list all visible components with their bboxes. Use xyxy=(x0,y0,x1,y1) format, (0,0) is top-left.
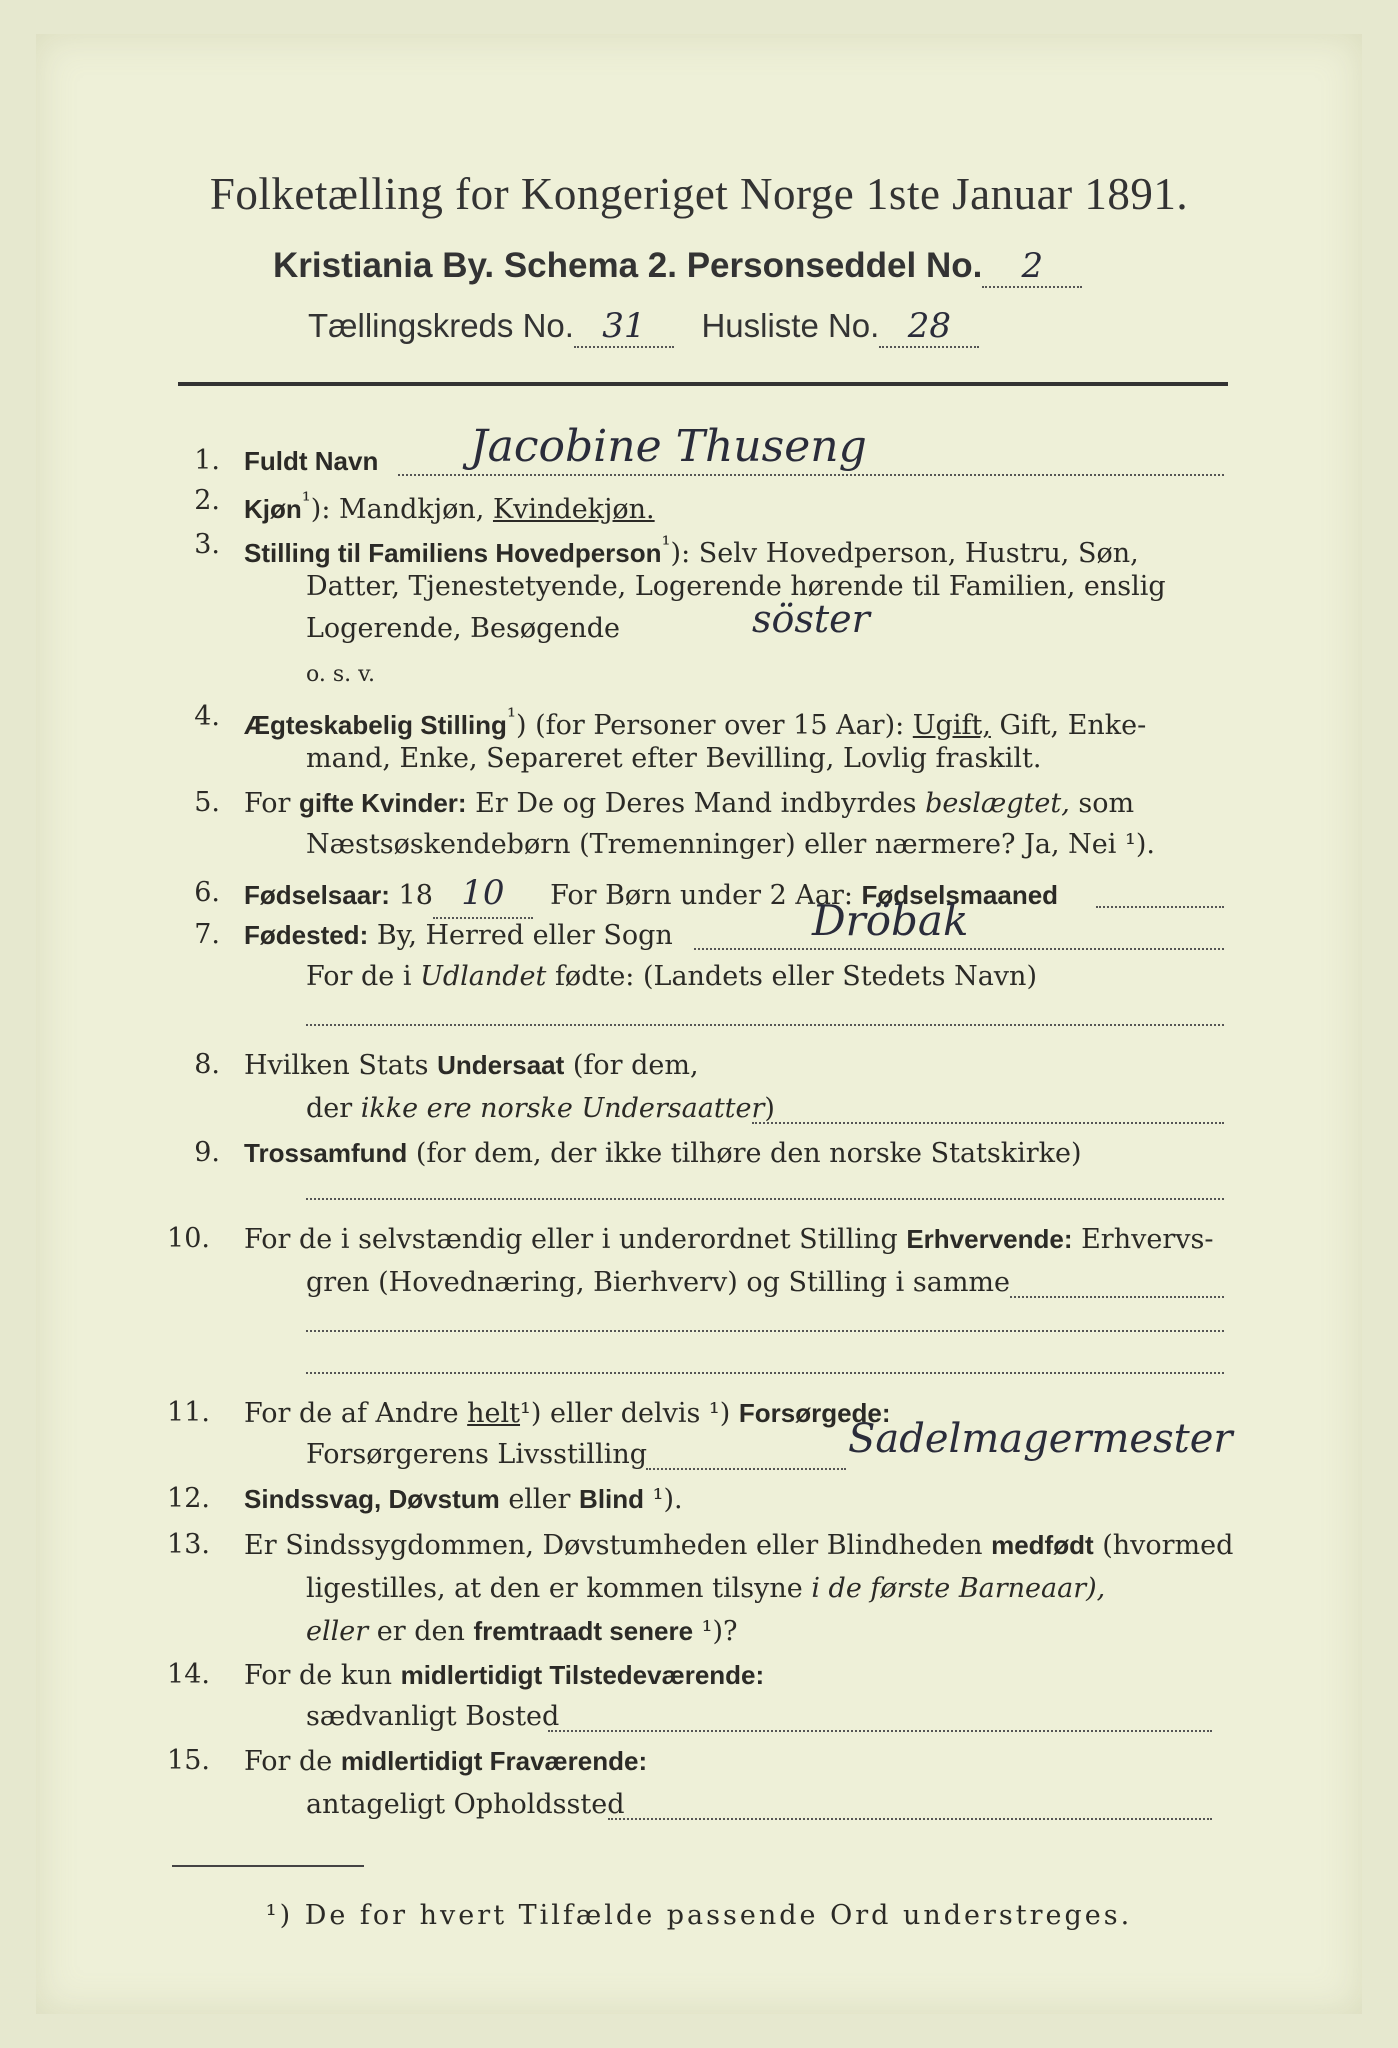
question-number: 7. xyxy=(194,919,220,950)
question-text-part: ) xyxy=(764,1093,775,1124)
options-text: ) (for Personer over 15 Aar): xyxy=(515,710,913,741)
question-text-part: gren (Hovednæring, Bierhverv) og Stilling i samme xyxy=(306,1267,1011,1298)
footnote-mark: ¹ xyxy=(661,532,671,558)
answer-line xyxy=(306,1330,1224,1332)
question-number: 14. xyxy=(167,1659,210,1690)
question-text xyxy=(244,1218,1224,1261)
answer-line xyxy=(306,1372,1224,1374)
question-prefix: Hvilken Stats xyxy=(244,1050,438,1081)
question-label: midlertidigt Fraværende: xyxy=(340,1746,648,1776)
question-number: 11. xyxy=(167,1397,210,1428)
question-text-part: For de i xyxy=(306,961,421,992)
selected-option: Kvindekjøn. xyxy=(492,494,655,525)
answer-provider-occupation: Sadelmagermester xyxy=(848,1416,1233,1462)
question-prefix: For de xyxy=(244,1746,341,1777)
question-text xyxy=(244,1478,1224,1521)
form-subline xyxy=(308,306,1108,348)
question-prefix: For de i selvstændig eller i underordnet Stilling xyxy=(244,1224,907,1255)
question-text-part: der xyxy=(306,1093,361,1124)
footnote-divider xyxy=(172,1865,364,1867)
footnote-mark: ¹ xyxy=(506,704,516,730)
question-text xyxy=(306,1568,1226,1610)
question-number: 12. xyxy=(167,1483,210,1514)
krets-no-value: 31 xyxy=(602,306,646,346)
answer-year: 10 xyxy=(461,873,505,913)
question-text xyxy=(244,872,1224,919)
question-label: Sindssvag, Døvstum xyxy=(244,1484,500,1514)
question-number: 10. xyxy=(167,1223,210,1254)
question-text-part: Erhvervs- xyxy=(1072,1224,1214,1255)
answer-line xyxy=(646,1468,846,1470)
question-number: 4. xyxy=(194,701,220,732)
options-text: ): Selv Hovedperson, Hustru, Søn, xyxy=(670,538,1139,569)
year-field xyxy=(433,872,533,919)
personseddel-no-field xyxy=(982,246,1082,288)
question-emphasis: ikke ere norske Undersaatter xyxy=(360,1093,765,1124)
answer-line xyxy=(608,1818,1212,1820)
question-text-part: antageligt Opholdssted xyxy=(306,1789,625,1820)
question-label: Kjøn xyxy=(244,494,302,524)
question-prefix: For de kun xyxy=(244,1660,401,1691)
krets-no-field xyxy=(574,306,674,348)
question-text-part: (for dem, der ikke tilhøre den norske Statskirke) xyxy=(407,1138,1082,1169)
form-subtitle xyxy=(273,246,1153,288)
question-emphasis: i de første Barneaar), xyxy=(811,1573,1106,1604)
question-prefix: For de af Andre xyxy=(244,1398,468,1429)
personseddel-label: Kristiania By. Schema 2. Personseddel No. xyxy=(273,246,983,285)
answer-line xyxy=(1010,1296,1224,1298)
question-label: medfødt xyxy=(991,1530,1094,1560)
question-text-part: fødte: (Landets eller Stedets Navn) xyxy=(546,961,1037,992)
options-text: mand, Enke, Separeret efter Bevilling, Lovlig fraskilt. xyxy=(306,743,1042,774)
options-text: Gift, Enke- xyxy=(990,710,1147,741)
question-number: 15. xyxy=(167,1745,210,1776)
question-label: Fødselsmaaned xyxy=(861,880,1059,910)
question-label: Fuldt Navn xyxy=(244,446,379,476)
question-text-part: Er De og Deres Mand indbyrdes xyxy=(466,788,926,819)
question-text-part: ligestilles, at den er kommen tilsyne xyxy=(306,1573,812,1604)
question-text xyxy=(244,1654,1224,1697)
answer-line xyxy=(306,1198,1224,1200)
husliste-label: Husliste No. xyxy=(701,307,880,344)
question-prefix: Er Sindssygdommen, Døvstumheden eller Blindheden xyxy=(244,1530,992,1561)
question-label: fremtraadt senere xyxy=(473,1616,694,1646)
question-text-part: ¹) eller delvis ¹) xyxy=(520,1398,739,1429)
question-text-part: By, Herred eller Sogn xyxy=(368,920,673,951)
question-text xyxy=(244,914,1224,957)
question-label: Undersaat xyxy=(437,1050,565,1080)
question-text xyxy=(244,1044,1224,1087)
question-number: 1. xyxy=(194,445,220,476)
options-text: Datter, Tjenestetyende, Logerende hørende til Familien, enslig xyxy=(306,571,1166,602)
question-text xyxy=(306,1610,1226,1653)
question-text-part: Forsørgerens Livsstilling xyxy=(306,1439,648,1470)
question-number: 9. xyxy=(194,1137,220,1168)
question-number: 8. xyxy=(194,1049,220,1080)
footnote-mark: ¹ xyxy=(301,488,311,514)
question-label: Forsørgede: xyxy=(738,1398,891,1428)
question-label: Stilling til Familiens Hovedperson xyxy=(244,538,662,568)
question-text xyxy=(244,1740,1224,1783)
question-label: Fødested: xyxy=(244,920,369,950)
selected-option: Ugift, xyxy=(912,710,991,741)
question-text-part: ¹)? xyxy=(693,1616,738,1647)
question-number: 13. xyxy=(167,1529,210,1560)
question-number: 5. xyxy=(194,787,220,818)
krets-label: Tællingskreds No. xyxy=(308,307,574,344)
header-divider xyxy=(178,382,1228,386)
question-label: gifte Kvinder: xyxy=(299,788,467,818)
question-emphasis: Udlandet xyxy=(420,961,547,992)
question-emphasis: beslægtet, xyxy=(925,788,1070,819)
question-text-part: eller xyxy=(499,1484,580,1515)
question-label: Fødselsaar: xyxy=(244,880,390,910)
question-number: 2. xyxy=(194,485,220,516)
question-label: Ægteskabelig Stilling xyxy=(244,710,507,740)
answer-line xyxy=(752,1122,1224,1124)
question-prefix: For xyxy=(244,788,300,819)
footnote: ¹) De for hvert Tilfælde passende Ord understreges. xyxy=(265,1900,1133,1931)
options-text: Logerende, Besøgende xyxy=(306,613,620,644)
options-text: Næstsøskendebørn (Tremenninger) eller nærmere? Ja, Nei ¹). xyxy=(306,829,1155,860)
question-label: midlertidigt Tilstedeværende: xyxy=(400,1660,765,1690)
question-label: Trossamfund xyxy=(244,1138,408,1168)
question-number: 3. xyxy=(194,529,220,560)
options-text: o. s. v. xyxy=(306,662,375,687)
question-text-part: (hvormed xyxy=(1093,1530,1234,1561)
answer-line xyxy=(548,1730,1212,1732)
question-text-part: ¹). xyxy=(644,1484,683,1515)
question-text-part: sædvanligt Bosted xyxy=(306,1701,560,1732)
question-text-part: For Børn under 2 Aar: xyxy=(550,880,862,911)
husliste-no-value: 28 xyxy=(907,306,951,346)
question-text-part: (for dem, xyxy=(564,1050,699,1081)
answer-line xyxy=(306,1024,1224,1026)
answer-name: Jacobine Thuseng xyxy=(470,421,867,472)
selected-option: helt xyxy=(467,1398,521,1429)
question-text xyxy=(244,1524,1234,1567)
question-label: Erhvervende: xyxy=(906,1224,1073,1254)
question-label: Blind xyxy=(579,1484,645,1514)
answer-line xyxy=(694,948,1224,950)
answer-line xyxy=(1096,906,1224,908)
answer-line xyxy=(398,474,1224,476)
answer-relation: söster xyxy=(752,597,870,641)
answer-birthplace: Dröbak xyxy=(812,896,969,945)
question-text xyxy=(306,956,1226,998)
form-title: Folketælling for Kongeriget Norge 1ste Januar 1891. xyxy=(209,169,1189,219)
year-prefix: 18 xyxy=(398,880,433,911)
husliste-no-field xyxy=(879,306,979,348)
question-emphasis: eller xyxy=(306,1616,369,1647)
personseddel-no-value: 2 xyxy=(1021,246,1044,286)
question-text xyxy=(244,782,1224,825)
question-text xyxy=(244,1132,1224,1175)
options-text: ): Mandkjøn, xyxy=(310,494,493,525)
question-text-part: som xyxy=(1069,788,1135,819)
question-text-part: er den xyxy=(368,1616,474,1647)
question-number: 6. xyxy=(194,877,220,908)
